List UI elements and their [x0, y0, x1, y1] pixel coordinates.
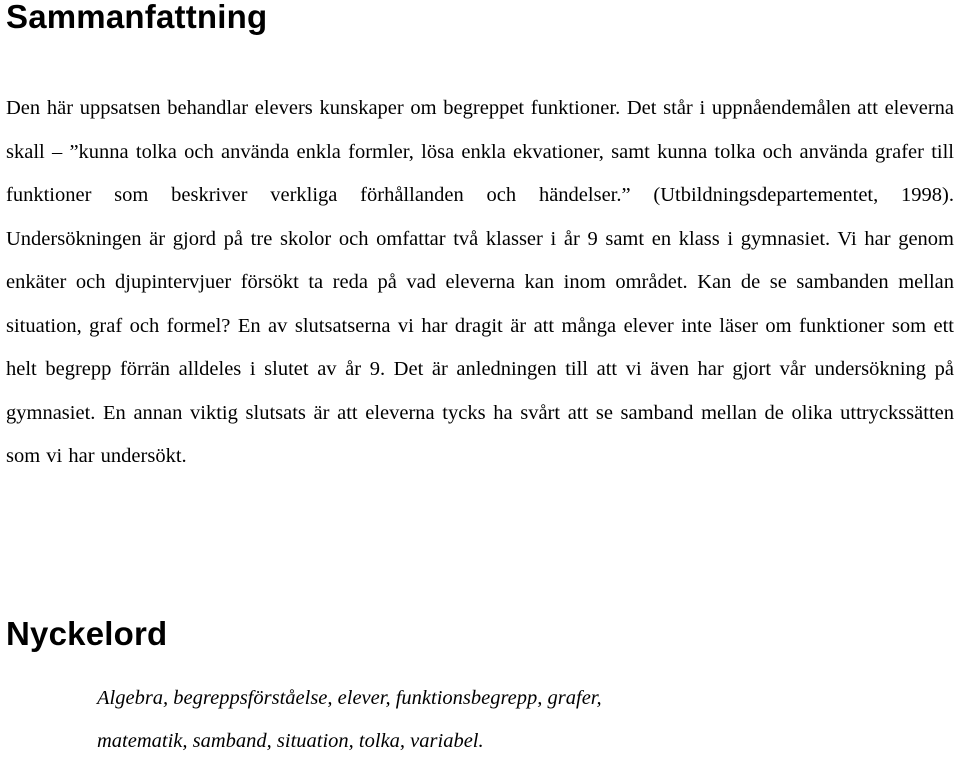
summary-paragraph: Den här uppsatsen behandlar elevers kunskaper om begreppet funktioner. Det står i uppnåendemålen att eleverna skall – ”kunna tolka och använda enkla formler, lösa enkla ekvationer, samt kunna tolka och använda grafer till funktioner som beskriver verkliga förhållanden och händelser.” (Utbildningsdepartementet, 1998). Undersökningen är gjord på tre skolor och omfattar två klasser i år 9 samt en klass i gymnasiet. Vi har genom enkäter och djupintervjuer försökt ta reda på vad eleverna kan inom området. Kan de se sambanden mellan situation, graf och formel? En av slutsatserna vi har dragit är att många elever inte läser om funktioner som ett helt begrepp förrän alldeles i slutet av år 9. Det är anledningen till att vi även har gjort vår undersökning på gymnasiet. En annan viktig slutsats är att eleverna tycks ha svårt att se samband mellan de olika uttryckssätten som vi har undersökt. [6, 97, 954, 467]
keywords-line-2: matematik, samband, situation, tolka, variabel. [97, 730, 484, 752]
keywords-heading: Nyckelord [6, 615, 168, 652]
summary-heading: Sammanfattning [6, 0, 268, 35]
keywords-list [97, 677, 817, 763]
keywords-line-1: Algebra, begreppsförståelse, elever, funktionsbegrepp, grafer, [97, 687, 602, 709]
